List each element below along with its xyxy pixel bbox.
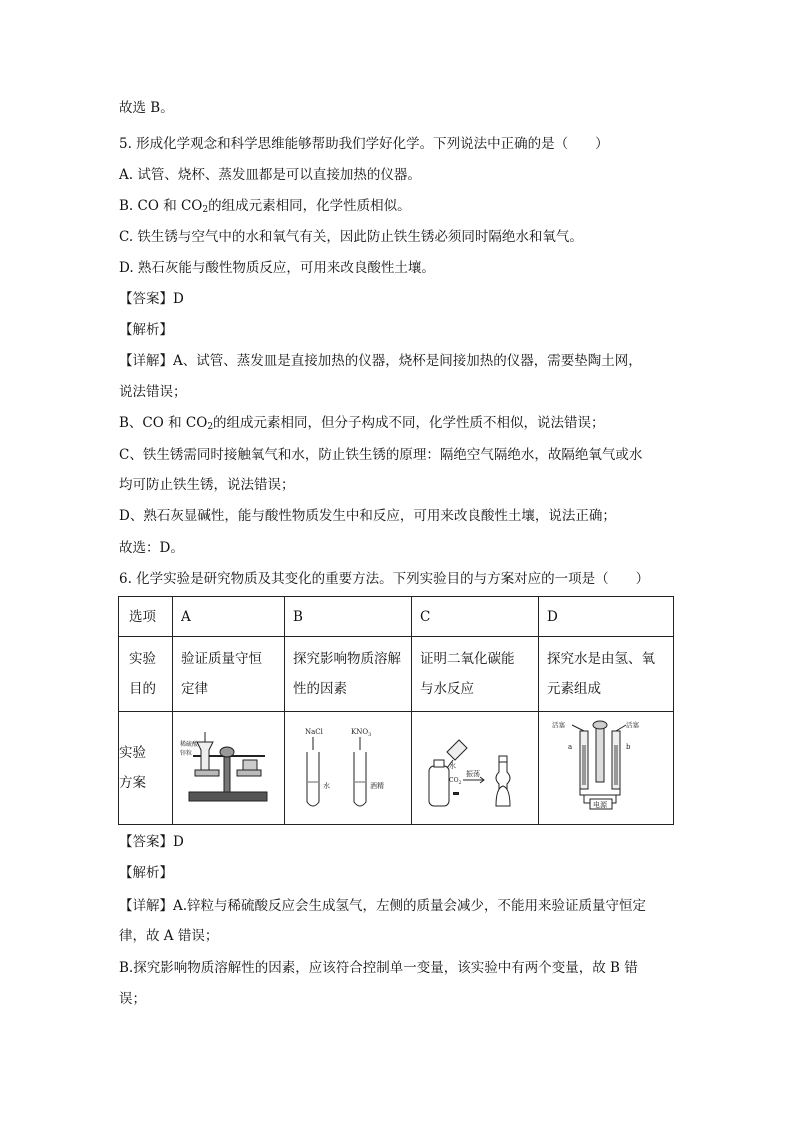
- option-5d: D. 熟石灰能与酸性物质反应，可用来改良酸性土壤。: [119, 260, 435, 276]
- table-header-row: [119, 597, 674, 637]
- electrolysis-apparatus-figure: [546, 717, 666, 819]
- label-co2: $CO_2$: [449, 777, 462, 786]
- purpose-cell-a: 验证质量守恒 定律: [173, 637, 285, 712]
- table-header-cell: B: [285, 597, 412, 637]
- label-water: 水: [449, 762, 456, 770]
- detail-5-line-b: B、CO 和 $CO_2$的组成元素相同，但分子构成不同，化学性质不相似，说法错误；: [119, 415, 605, 432]
- label-b: b: [626, 743, 631, 751]
- plan-cell-b: [285, 712, 412, 825]
- detail-6-line-2: 律，故 A 错误；: [119, 928, 219, 944]
- text-line: 故选 B。: [119, 100, 174, 116]
- row-label-purpose: 实验 目的: [119, 637, 173, 712]
- table-header-cell: D: [539, 597, 674, 637]
- label-alcohol: 酒精: [370, 782, 384, 790]
- table-row-purpose: [119, 637, 674, 712]
- balance-apparatus-figure: [177, 722, 281, 814]
- co2-bottle-figure: [419, 722, 531, 814]
- label-nacl: NaCl: [305, 728, 323, 736]
- detail-6-line-3: B.探究影响物质溶解性的因素，应该符合控制单一变量，该实验中有两个变量，故 B 错: [119, 960, 638, 976]
- table-header-cell: C: [412, 597, 539, 637]
- table-header-cell: 选项: [119, 597, 173, 637]
- label-shake: 振荡: [466, 770, 480, 778]
- option-5a: A. 试管、烧杯、蒸发皿都是可以直接加热的仪器。: [119, 167, 421, 183]
- analysis-6-heading: 【解析】: [119, 865, 173, 881]
- detail-5-line-2: 说法错误；: [119, 384, 187, 400]
- label-water: 水: [323, 782, 330, 790]
- detail-5-line-1: 【详解】A、试管、蒸发皿是直接加热的仪器，烧杯是间接加热的仪器，需要垫陶土网，: [119, 353, 642, 369]
- option-5b: B. CO 和 $CO_2$的组成元素相同，化学性质相似。: [119, 198, 411, 215]
- label-dilute-acid: 稀硫酸: [179, 741, 198, 748]
- conclusion-5: 故选：D。: [119, 540, 184, 556]
- analysis-5-heading: 【解析】: [119, 322, 173, 338]
- label-power: 电源: [593, 801, 607, 809]
- detail-5-line-c2: 均可防止铁生锈，说法错误；: [119, 477, 295, 493]
- purpose-cell-c: 证明二氧化碳能 与水反应: [412, 637, 539, 712]
- label-kno3: $KNO_3$: [351, 728, 372, 738]
- answer-6: 【答案】D: [119, 834, 184, 850]
- label-stopcock-right: 活塞: [626, 721, 639, 729]
- detail-5-line-c1: C、铁生锈需同时接触氧气和水，防止铁生锈的原理：隔绝空气隔绝水，故隔绝氧气或水: [119, 447, 643, 463]
- option-5c: C. 铁生锈与空气中的水和氧气有关，因此防止铁生锈必须同时隔绝水和氧气。: [119, 229, 583, 245]
- purpose-cell-b: 探究影响物质溶解 性的因素: [285, 637, 412, 712]
- question-6-stem: 6. 化学实验是研究物质及其变化的重要方法。下列实验目的与方案对应的一项是（ ）: [119, 571, 650, 587]
- table-header-cell: A: [173, 597, 285, 637]
- plan-cell-c: [412, 712, 539, 825]
- question-5-stem: 5. 形成化学观念和科学思维能够帮助我们学好化学。下列说法中正确的是（ ）: [119, 136, 609, 152]
- detail-6-line-1: 【详解】A.锌粒与稀硫酸反应会生成氢气，左侧的质量会减少，不能用来验证质量守恒定: [119, 898, 647, 914]
- answer-5: 【答案】D: [119, 291, 184, 307]
- solubility-test-tubes-figure: [293, 722, 403, 814]
- plan-cell-d: [539, 712, 674, 825]
- purpose-cell-d: 探究水是由氢、氧 元素组成: [539, 637, 674, 712]
- detail-6-line-4: 误；: [119, 991, 146, 1007]
- label-stopcock-left: 活塞: [552, 721, 565, 729]
- experiment-table: [118, 596, 674, 825]
- label-zinc: 锌粒: [179, 750, 192, 757]
- row-label-plan: 实验 方案: [119, 712, 173, 825]
- plan-cell-a: [173, 712, 285, 825]
- table-row-plan: [119, 712, 674, 825]
- detail-5-line-d: D、熟石灰显碱性，能与酸性物质发生中和反应，可用来改良酸性土壤，说法正确；: [119, 508, 616, 524]
- label-a: a: [568, 743, 573, 751]
